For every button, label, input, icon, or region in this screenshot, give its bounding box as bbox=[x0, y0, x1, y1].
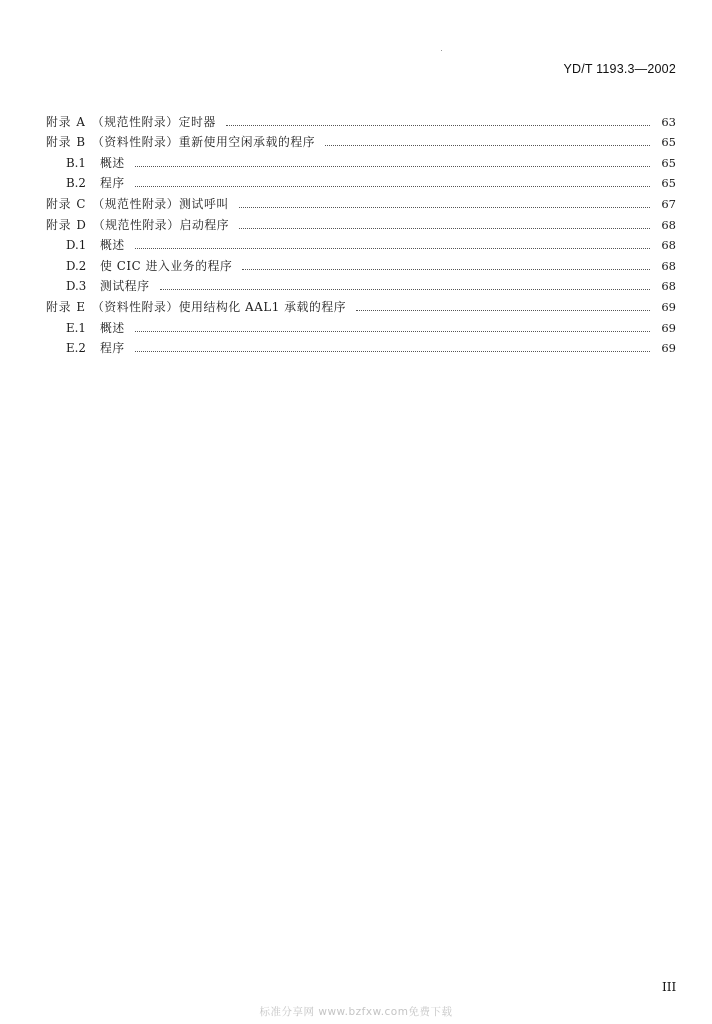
dot-leader bbox=[160, 288, 650, 290]
toc-entry-title: 概述 bbox=[100, 155, 125, 170]
toc-entry bbox=[46, 232, 676, 253]
dot-leader bbox=[135, 350, 650, 352]
dot-leader bbox=[135, 330, 650, 332]
toc-entry-page: 68 bbox=[661, 238, 676, 253]
dot-leader bbox=[135, 247, 650, 249]
toc-entry-number: 附录 E bbox=[46, 299, 86, 314]
toc-entry bbox=[46, 108, 676, 129]
toc-entry-number: B.1 bbox=[66, 155, 86, 170]
table-of-contents bbox=[46, 108, 676, 355]
toc-entry-title: （资料性附录）重新使用空闲承载的程序 bbox=[92, 135, 316, 150]
toc-entry bbox=[46, 149, 676, 170]
toc-entry-page: 68 bbox=[661, 217, 676, 232]
toc-entry bbox=[46, 273, 676, 294]
toc-entry-title: 程序 bbox=[100, 176, 125, 191]
toc-entry-page: 63 bbox=[661, 114, 676, 129]
toc-entry-number: 附录 A bbox=[46, 114, 86, 129]
toc-entry-number: E.2 bbox=[66, 341, 86, 356]
toc-entry-number: 附录 D bbox=[46, 217, 87, 232]
toc-entry-title: 概述 bbox=[100, 320, 125, 335]
toc-entry-number: D.3 bbox=[66, 279, 87, 294]
toc-entry bbox=[46, 314, 676, 335]
toc-entry bbox=[46, 170, 676, 191]
toc-entry bbox=[46, 211, 676, 232]
toc-entry-page: 69 bbox=[661, 341, 676, 356]
toc-entry-title: （规范性附录）测试呼叫 bbox=[92, 196, 229, 211]
toc-entry-number: E.1 bbox=[66, 320, 86, 335]
toc-entry-page: 65 bbox=[661, 155, 676, 170]
toc-entry-number: 附录 C bbox=[46, 196, 87, 211]
dot-leader bbox=[325, 144, 650, 146]
dot-leader bbox=[242, 268, 650, 270]
toc-entry-title: （规范性附录）定时器 bbox=[91, 114, 216, 129]
toc-entry-page: 68 bbox=[661, 258, 676, 273]
toc-entry-title: 程序 bbox=[100, 341, 125, 356]
dot-leader bbox=[135, 165, 650, 167]
toc-entry-number: B.2 bbox=[66, 176, 86, 191]
dot-leader bbox=[239, 206, 650, 208]
dot-leader bbox=[239, 227, 650, 229]
toc-entry-title: 使 CIC 进入业务的程序 bbox=[100, 258, 233, 273]
toc-entry-page: 68 bbox=[661, 279, 676, 294]
scan-speck bbox=[441, 50, 442, 51]
toc-entry-number: D.2 bbox=[66, 258, 87, 273]
toc-entry bbox=[46, 293, 676, 314]
dot-leader bbox=[226, 124, 650, 126]
toc-entry bbox=[46, 335, 676, 356]
toc-entry bbox=[46, 252, 676, 273]
toc-entry-number: D.1 bbox=[66, 238, 87, 253]
toc-entry bbox=[46, 190, 676, 211]
toc-entry-number: 附录 B bbox=[46, 135, 87, 150]
toc-entry-title: 测试程序 bbox=[100, 279, 150, 294]
toc-entry-page: 69 bbox=[661, 320, 676, 335]
watermark-text: 标准分享网 www.bzfxw.com免费下载 bbox=[259, 1006, 453, 1018]
document-code-header: YD/T 1193.3—2002 bbox=[563, 62, 676, 76]
dot-leader bbox=[135, 185, 650, 187]
page-number: III bbox=[662, 980, 677, 994]
dot-leader bbox=[356, 309, 650, 311]
toc-entry-page: 69 bbox=[661, 299, 676, 314]
toc-entry-page: 65 bbox=[661, 135, 676, 150]
toc-entry bbox=[46, 129, 676, 150]
toc-entry-page: 65 bbox=[661, 176, 676, 191]
toc-entry-title: （资料性附录）使用结构化 AAL1 承载的程序 bbox=[91, 299, 347, 314]
toc-entry-title: 概述 bbox=[100, 238, 125, 253]
toc-entry-page: 67 bbox=[661, 196, 676, 211]
toc-entry-title: （规范性附录）启动程序 bbox=[92, 217, 230, 232]
